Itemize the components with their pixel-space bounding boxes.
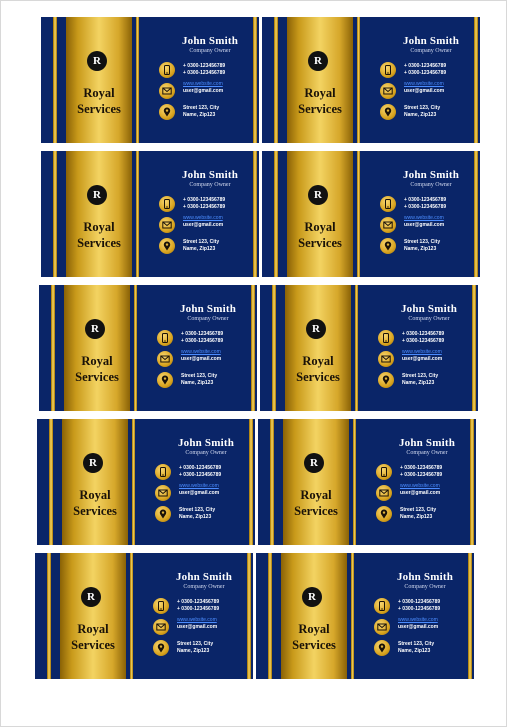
gold-band [64,285,130,411]
email-address: user@gmail.com [404,222,445,228]
gold-band [281,553,347,679]
phone-number-1: + 0300-123456789 [404,63,447,69]
location-pin-icon [159,104,175,120]
mail-icon [159,217,175,233]
company-line-1: Royal [298,622,330,636]
logo-badge: R [302,587,322,607]
company-line-1: Royal [83,220,115,234]
email-address: user@gmail.com [183,222,224,228]
gold-stripe [53,151,57,277]
company-line-1: Royal [300,488,332,502]
person-role: Company Owner [404,584,446,590]
phone-icon [378,330,394,346]
website-link[interactable]: www.website.com [183,81,223,87]
company-line-1: Royal [77,622,109,636]
phone-number-1: + 0300-123456789 [179,465,222,471]
person-name: John Smith [177,437,235,449]
gold-band [287,17,353,143]
gold-stripe [136,151,139,277]
mail-icon [159,83,175,99]
business-card [256,553,474,679]
address-line-1: Street 123, City [181,373,218,379]
gold-band [62,419,128,545]
gold-stripe [47,553,51,679]
address-line-2: Name, Zip123 [179,514,212,520]
address-line-1: Street 123, City [400,507,437,513]
address-line-1: Street 123, City [179,507,216,513]
company-name [287,85,353,117]
website-link[interactable]: www.website.com [181,349,221,355]
website-link[interactable]: www.website.com [404,81,444,87]
gold-stripe [274,17,278,143]
gold-stripe [49,419,53,545]
address-line-1: Street 123, City [404,239,441,245]
email-address: user@gmail.com [177,624,218,630]
address-line-1: Street 123, City [177,641,214,647]
phone-icon [380,62,396,78]
gold-stripe [134,285,137,411]
phone-number-2: + 0300-123456789 [400,472,443,478]
logo-badge: R [308,185,328,205]
gold-stripe [132,419,135,545]
phone-icon [153,598,169,614]
address-line-2: Name, Zip123 [177,648,210,654]
mail-icon [155,485,171,501]
address-line-2: Name, Zip123 [404,246,437,252]
gold-band [66,151,132,277]
company-name [64,353,130,385]
business-card [41,151,259,277]
website-link[interactable]: www.website.com [402,349,442,355]
company-name [283,487,349,519]
gold-stripe [357,151,360,277]
company-line-1: Royal [79,488,111,502]
phone-icon [155,464,171,480]
logo-badge: R [85,319,105,339]
business-card [35,553,253,679]
phone-icon [159,62,175,78]
business-card [41,17,259,143]
gold-stripe [51,285,55,411]
location-pin-icon [374,640,390,656]
business-card [262,17,480,143]
company-name [281,621,347,653]
person-role: Company Owner [410,182,452,188]
gold-stripe [130,553,133,679]
business-card [39,285,257,411]
phone-number-2: + 0300-123456789 [404,70,447,76]
website-link[interactable]: www.website.com [400,483,440,489]
company-line-1: Royal [83,86,115,100]
email-address: user@gmail.com [404,88,445,94]
logo-badge: R [87,51,107,71]
gold-stripe [136,17,139,143]
address-line-1: Street 123, City [402,373,439,379]
person-role: Company Owner [408,316,450,322]
gold-stripe [355,285,358,411]
company-name [287,219,353,251]
address-line-2: Name, Zip123 [404,112,437,118]
phone-number-2: + 0300-123456789 [183,204,226,210]
logo-badge: R [83,453,103,473]
email-address: user@gmail.com [402,356,443,362]
mail-icon [153,619,169,635]
gold-stripe [351,553,354,679]
address-line-1: Street 123, City [398,641,435,647]
business-card [258,419,476,545]
website-link[interactable]: www.website.com [398,617,438,623]
phone-number-1: + 0300-123456789 [398,599,441,605]
gold-stripe [357,17,360,143]
company-line-1: Royal [304,220,336,234]
gold-stripe [268,553,272,679]
address-line-2: Name, Zip123 [181,380,214,386]
business-card [260,285,478,411]
phone-number-1: + 0300-123456789 [183,63,226,69]
phone-number-1: + 0300-123456789 [400,465,443,471]
phone-number-1: + 0300-123456789 [177,599,220,605]
mail-icon [374,619,390,635]
person-name: John Smith [398,437,456,449]
location-pin-icon [153,640,169,656]
mail-icon [378,351,394,367]
gold-band [60,553,126,679]
company-line-2: Services [292,638,336,652]
gold-band [285,285,351,411]
address-line-2: Name, Zip123 [400,514,433,520]
phone-number-2: + 0300-123456789 [404,204,447,210]
person-name: John Smith [179,303,237,315]
email-address: user@gmail.com [179,490,220,496]
phone-icon [374,598,390,614]
company-line-1: Royal [302,354,334,368]
phone-number-2: + 0300-123456789 [398,606,441,612]
logo-badge: R [304,453,324,473]
address-line-2: Name, Zip123 [398,648,431,654]
company-line-2: Services [77,236,121,250]
person-role: Company Owner [183,584,225,590]
phone-icon [380,196,396,212]
logo-badge: R [308,51,328,71]
email-address: user@gmail.com [183,88,224,94]
phone-number-2: + 0300-123456789 [402,338,445,344]
logo-badge: R [87,185,107,205]
email-address: user@gmail.com [400,490,441,496]
mail-icon [380,217,396,233]
website-link[interactable]: www.website.com [404,215,444,221]
person-role: Company Owner [189,48,231,54]
phone-number-1: + 0300-123456789 [181,331,224,337]
person-role: Company Owner [185,450,227,456]
company-line-2: Services [298,236,342,250]
location-pin-icon [376,506,392,522]
phone-number-2: + 0300-123456789 [181,338,224,344]
address-line-2: Name, Zip123 [183,112,216,118]
company-line-2: Services [77,102,121,116]
address-line-1: Street 123, City [404,105,441,111]
person-role: Company Owner [189,182,231,188]
person-name: John Smith [175,571,233,583]
gold-band [283,419,349,545]
business-card [262,151,480,277]
gold-stripe [272,285,276,411]
mail-icon [380,83,396,99]
person-name: John Smith [181,35,239,47]
website-link[interactable]: www.website.com [183,215,223,221]
company-line-2: Services [75,370,119,384]
company-line-2: Services [73,504,117,518]
mail-icon [157,351,173,367]
company-line-1: Royal [304,86,336,100]
person-name: John Smith [402,169,460,181]
company-name [60,621,126,653]
gold-stripe [270,419,274,545]
email-address: user@gmail.com [398,624,439,630]
phone-icon [376,464,392,480]
phone-number-1: + 0300-123456789 [404,197,447,203]
company-line-2: Services [298,102,342,116]
phone-icon [159,196,175,212]
mail-icon [376,485,392,501]
person-role: Company Owner [187,316,229,322]
company-name [62,487,128,519]
address-line-1: Street 123, City [183,105,220,111]
email-address: user@gmail.com [181,356,222,362]
gold-band [66,17,132,143]
website-link[interactable]: www.website.com [179,483,219,489]
company-name [285,353,351,385]
phone-number-2: + 0300-123456789 [179,472,222,478]
location-pin-icon [378,372,394,388]
address-line-2: Name, Zip123 [402,380,435,386]
company-line-1: Royal [81,354,113,368]
gold-stripe [353,419,356,545]
company-name [66,219,132,251]
person-role: Company Owner [410,48,452,54]
person-name: John Smith [400,303,458,315]
address-line-2: Name, Zip123 [183,246,216,252]
person-name: John Smith [181,169,239,181]
logo-badge: R [81,587,101,607]
company-line-2: Services [71,638,115,652]
address-line-1: Street 123, City [183,239,220,245]
company-line-2: Services [296,370,340,384]
phone-number-2: + 0300-123456789 [177,606,220,612]
business-card [37,419,255,545]
person-name: John Smith [402,35,460,47]
person-role: Company Owner [406,450,448,456]
gold-stripe [274,151,278,277]
phone-number-1: + 0300-123456789 [402,331,445,337]
phone-number-2: + 0300-123456789 [183,70,226,76]
company-line-2: Services [294,504,338,518]
location-pin-icon [159,238,175,254]
location-pin-icon [380,104,396,120]
person-name: John Smith [396,571,454,583]
location-pin-icon [155,506,171,522]
location-pin-icon [157,372,173,388]
website-link[interactable]: www.website.com [177,617,217,623]
location-pin-icon [380,238,396,254]
phone-icon [157,330,173,346]
logo-badge: R [306,319,326,339]
phone-number-1: + 0300-123456789 [183,197,226,203]
gold-stripe [53,17,57,143]
company-name [66,85,132,117]
gold-band [287,151,353,277]
